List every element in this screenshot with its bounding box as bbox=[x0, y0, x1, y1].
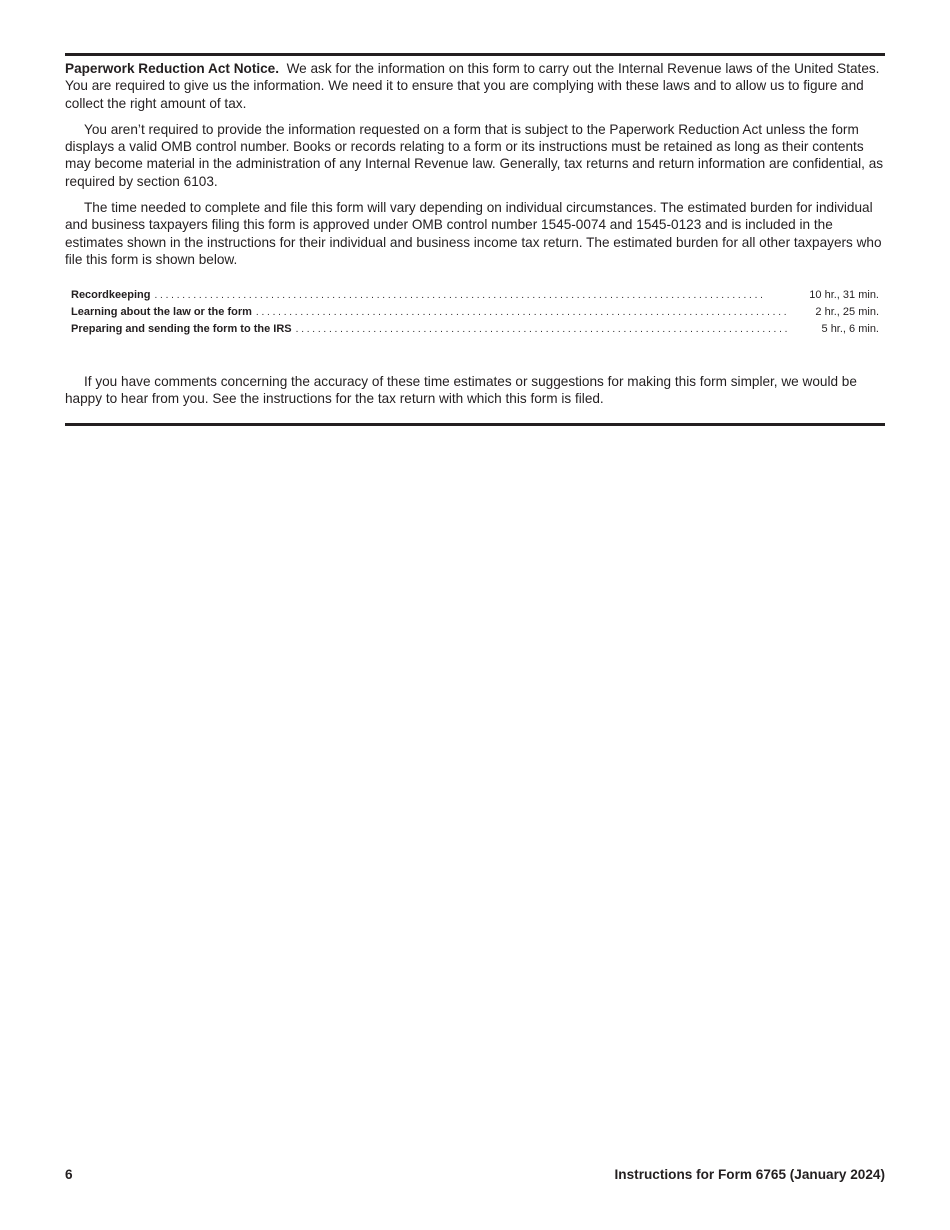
leader-dots bbox=[296, 321, 789, 338]
page-number: 6 bbox=[65, 1167, 73, 1182]
notice-paragraph-3: The time needed to complete and file this form will vary depending on individual circumstances. The estimated burden for individual and business taxpayers filing this form is approved under OMB control number 1545-0074 and 1545-0123 and is included in the estimates shown in the instructions for their individual and business income tax return. The estimated burden for all other taxpayers who file this form is shown below. bbox=[65, 200, 882, 267]
notice-intro-paragraph bbox=[65, 60, 885, 112]
burden-value: 5 hr., 6 min. bbox=[821, 323, 879, 335]
bottom-rule bbox=[65, 423, 885, 426]
burden-label: Learning about the law or the form bbox=[71, 306, 252, 318]
notice-section bbox=[65, 60, 885, 277]
burden-value: 10 hr., 31 min. bbox=[809, 289, 879, 301]
burden-table bbox=[71, 287, 879, 338]
notice-intro-text: We ask for the information on this form to carry out the Internal Revenue laws of the United States. You are required to give us the information. We need it to ensure that you are complying with these laws and to allow us to figure and collect the right amount of tax. bbox=[65, 61, 880, 111]
comments-paragraph: If you have comments concerning the accuracy of these time estimates or suggestions for making this form simpler, we would be happy to hear from you. See the instructions for the tax return with which this form is filed. bbox=[65, 374, 857, 407]
footer-title: Instructions for Form 6765 (January 2024) bbox=[614, 1167, 885, 1182]
burden-row bbox=[71, 287, 879, 304]
burden-row bbox=[71, 304, 879, 321]
top-rule bbox=[65, 53, 885, 56]
notice-heading: Paperwork Reduction Act Notice. bbox=[65, 61, 280, 76]
notice-paragraph-2: You aren’t required to provide the information requested on a form that is subject to the Paperwork Reduction Act unless the form displays a valid OMB control number. Books or records relating to a form or its instructions must be retained as long as their contents may become material in the administration of any Internal Revenue law. Generally, tax returns and return information are confidential, as required by section 6103. bbox=[65, 121, 884, 189]
burden-row bbox=[71, 321, 879, 338]
burden-label: Recordkeeping bbox=[71, 289, 151, 301]
burden-label: Preparing and sending the form to the IRS bbox=[71, 323, 292, 335]
burden-value: 2 hr., 25 min. bbox=[815, 306, 879, 318]
leader-dots bbox=[154, 287, 789, 304]
leader-dots bbox=[256, 304, 789, 321]
